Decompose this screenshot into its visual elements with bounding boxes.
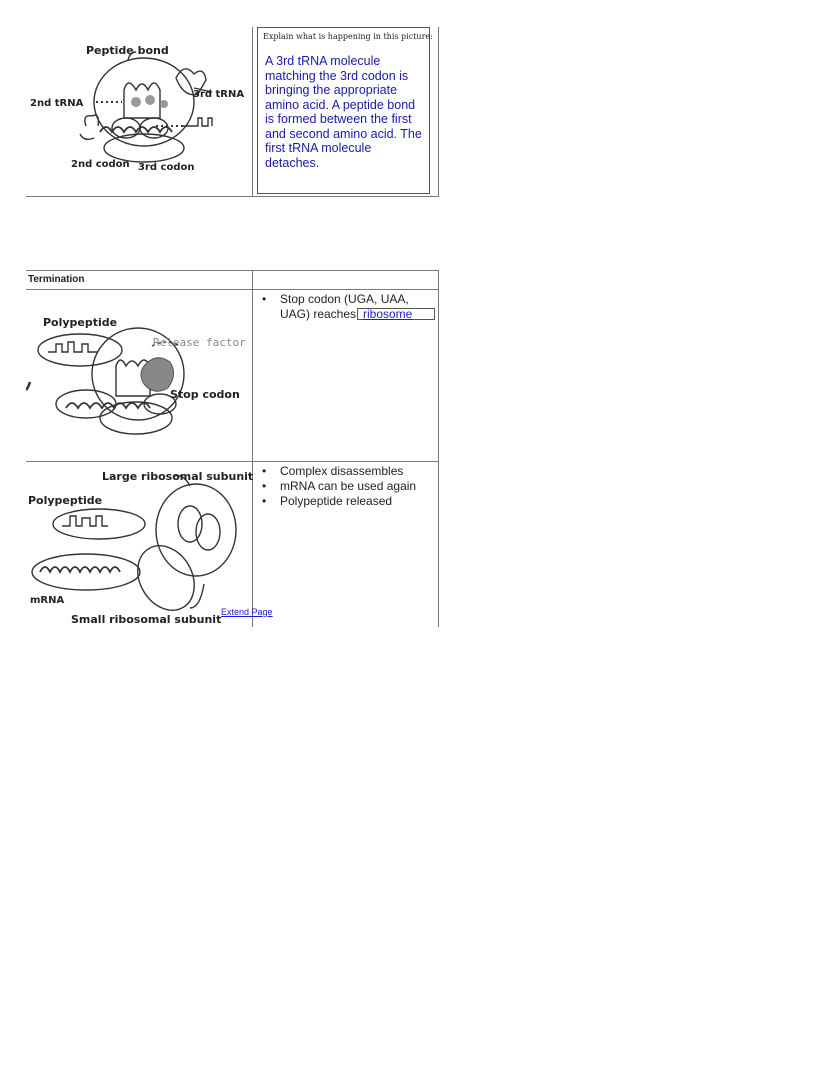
right-border	[438, 27, 439, 197]
released-polypeptide-outline	[53, 509, 145, 539]
ribosome-fill-in-field[interactable]	[357, 308, 435, 320]
label-2nd-trna: 2nd tRNA	[30, 98, 84, 109]
mrna-outline	[32, 554, 140, 590]
ribosome-large-outline	[94, 58, 194, 146]
explanation-box	[257, 27, 433, 194]
ribosome-fill-in-value: ribosome	[363, 307, 413, 321]
row2-text	[258, 464, 438, 509]
label-large-ribosomal-subunit: Large ribosomal subunit	[102, 470, 254, 483]
label-3rd-trna: 3rd tRNA	[193, 89, 245, 100]
bullet-mrna-reused: • mRNA can be used again	[258, 479, 438, 494]
label-release-factor: Release factor	[153, 336, 246, 349]
label-stop-codon: Stop codon	[170, 388, 240, 401]
extend-page-link[interactable]: Extend Page	[221, 607, 273, 617]
table-column-divider	[252, 270, 253, 627]
label-2nd-codon: 2nd codon	[71, 159, 130, 170]
label-peptide-bond: Peptide bond	[86, 44, 169, 57]
label-polypeptide-2: Polypeptide	[28, 494, 103, 507]
explanation-prompt: Explain what is happening in this picture:	[263, 32, 433, 41]
table-right-border	[438, 270, 439, 627]
label-mrna: mRNA	[30, 595, 65, 606]
release-factor-shape	[141, 358, 174, 391]
small-subunit-outline	[100, 402, 172, 434]
termination-header: Termination	[28, 274, 85, 285]
label-polypeptide: Polypeptide	[43, 316, 118, 329]
row-divider	[26, 461, 439, 462]
explanation-answer[interactable]: A 3rd tRNA molecule matching the 3rd codon is bringing the appropriate amino acid. A peptide bond is formed between the first and second amino acid. The first tRNA molecule detaches.	[265, 54, 422, 170]
bullet-polypeptide-released: • Polypeptide released	[258, 494, 438, 509]
header-bottom-border	[26, 289, 439, 290]
column-divider	[252, 27, 253, 197]
bottom-border	[26, 196, 439, 197]
label-small-ribosomal-subunit: Small ribosomal subunit	[71, 613, 222, 626]
label-3rd-codon: 3rd codon	[138, 162, 195, 173]
stop-codon-bullet-text: Stop codon (UGA, UAA, UAG) reaches	[280, 292, 409, 321]
ribosome-small-outline	[104, 134, 184, 162]
bullet-complex-disassembles: • Complex disassembles	[258, 464, 438, 479]
table-top-border	[26, 270, 439, 271]
